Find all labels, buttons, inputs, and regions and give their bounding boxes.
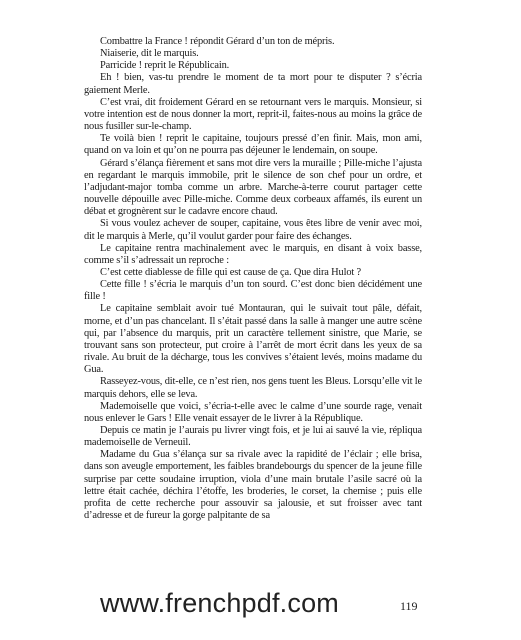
paragraph: Gérard s’élança fièrement et sans mot dire vers la muraille ; Pille-miche l’ajusta en regardant le marquis immobile, prit le silence de son chef pour un ordre, et l’adjudant-major tomba comme un arbre. Marche-à-terre courut partager cette nouvelle dépouille avec Pille-miche. Comme deux corbeaux affamés, ils eurent un débat et grognèrent sur le cadavre encore chaud. [84,157,422,218]
paragraph: Eh ! bien, vas-tu prendre le moment de ta mort pour te disputer ? s’écria gaiement Merle. [84,72,422,96]
paragraph: Combattre la France ! répondit Gérard d’un ton de mépris. [100,36,335,47]
paragraph: Rasseyez-vous, dit-elle, ce n’est rien, nos gens tuent les Bleus. Lorsqu’elle vit le marquis dehors, elle se leva. [84,376,422,400]
page-footer [0,588,521,628]
paragraph: Niaiserie, dit le marquis. [100,48,199,60]
page-number: 119 [400,599,418,613]
paragraph: Cette fille ! s’écria le marquis d’un ton sourd. C’est donc bien décidément une fille ! [84,279,422,303]
paragraph: Depuis ce matin je l’aurais pu livrer vingt fois, et je lui ai sauvé la vie, répliqua mademoiselle de Verneuil. [84,425,422,449]
paragraph: Parricide ! reprit le Républicain. [100,60,230,72]
paragraph: C’est vrai, dit froidement Gérard en se retournant vers le marquis. Monsieur, si votre intention est de nous donner la mort, reprit-il, faites-nous au moins la grâce de nous fusiller sur-le-champ. [84,96,422,133]
paragraph: Mademoiselle que voici, s’écria-t-elle avec le calme d’une sourde rage, venait nous enlever le Gars ! Elle venait essayer de le livrer à la République. [84,400,422,424]
watermark-url: www.frenchpdf.com [100,588,339,618]
paragraph: Si vous voulez achever de souper, capitaine, vous êtes libre de venir avec moi, dit le marquis à Merle, qu’il voulut garder pour faire des échanges. [84,218,422,242]
paragraph: Le capitaine rentra machinalement avec le marquis, en disant à voix basse, comme s’il s’adressait un reproche : [84,242,422,266]
paragraph: Madame du Gua s’élança sur sa rivale avec la rapidité de l’éclair ; elle brisa, dans son aveugle emportement, les faibles brandebourgs du spencer de la jeune fille surprise par cette soudaine irruption, viola d’une main brutale l’asile sacré où la lettre était cachée, déchira l’étoffe, les broderies, le corset, la chemise ; puis elle profita de cette recherche pour assouvir sa jalousie, et sut froisser avec tant d’adresse et de fureur la gorge palpitante de sa [84,449,422,522]
paragraph: Te voilà bien ! reprit le capitaine, toujours pressé d’en finir. Mais, mon ami, quand on va loin et qu’on ne pourra pas déjeuner le lendemain, on soupe. [84,133,422,157]
body-text [84,36,422,522]
paragraph: Le capitaine semblait avoir tué Montauran, qui le suivait tout pâle, défait, morne, et d’un pas chancelant. Il s’était passé dans la salle à manger une autre scène qui, par l’absence du marquis, prit un caractère tellement sinistre, que Marie, se trouvant sans son protecteur, put croire à l’arrêt de mort écrit dans les yeux de sa rivale. Au bruit de la décharge, tous les convives s’étaient levés, moins madame du Gua. [84,303,422,376]
paragraph: C’est cette diablesse de fille qui est cause de ça. Que dira Hulot ? [100,266,362,278]
